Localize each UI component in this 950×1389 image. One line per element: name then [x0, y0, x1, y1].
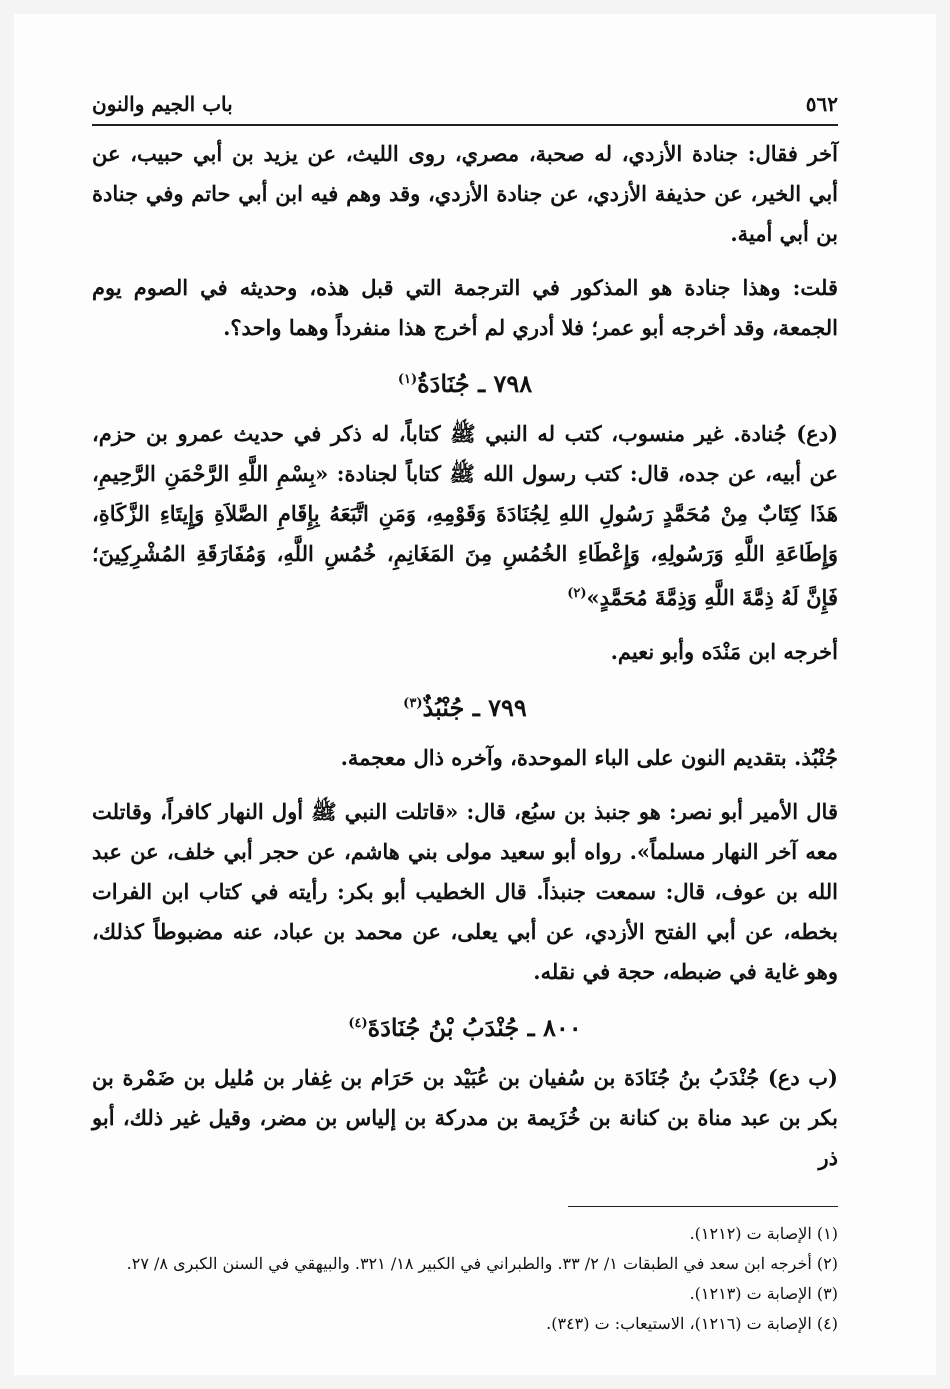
- footnote-divider: [568, 1206, 838, 1207]
- footnote-ref-4: (٤): [348, 1016, 368, 1031]
- entry-heading-800: [92, 1006, 838, 1046]
- footnotes: [92, 1219, 838, 1339]
- paragraph-2: قلت: وهذا جنادة هو المذكور في الترجمة التي قبل هذه، وحديثه في الصوم يوم الجمعة، وقد أخرجه أبو عمر؛ فلا أدري لم أخرج هذا منفرداً وهما واحد؟.: [92, 275, 838, 340]
- paragraph-4: أخرجه ابن مَنْدَه وأبو نعيم.: [610, 639, 838, 664]
- chapter-title: باب الجيم والنون: [92, 92, 233, 116]
- paragraph-5: جُنْبُذ. بتقديم النون على الباء الموحدة، وآخره ذال معجمة.: [340, 745, 838, 770]
- footnote-3: (٣) الإصابة ت (١٢١٣).: [689, 1284, 838, 1303]
- paragraph-3-text: (دع) جُنادة. غير منسوب، كتب له النبي ﷺ كتاباً، له ذكر في حديث عمرو بن حزم، عن أبيه، عن جده، قال: كتب رسول الله ﷺ كتاباً لجنادة: «بِسْمِ اللَّهِ الرَّحْمَنِ الرَّحِيمِ، هَذَا كِتَابٌ مِنْ مُحَمَّدٍ رَسُولِ اللهِ لِجُنَادَةَ وَقَوْمِهِ، وَمَنِ اتَّبَعَهُ بِإِقَامِ الصَّلاَةِ وَإِيتَاءِ الزَّكَاةِ، وَإِطَاعَةِ اللَّهِ وَرَسُولِهِ، وَإِعْطَاءِ الخُمُسِ مِنَ المَغَانِمِ، خُمُسِ اللَّهِ، وَمُفَارَقَةِ المُشْرِكِينَ؛ فَإِنَّ لَهُ ذِمَّةَ اللَّهِ وَذِمَّةَ مُحَمَّدٍ»: [92, 421, 838, 610]
- entry-heading-799-text: ٧٩٩ ـ جُنْبُذٌ: [422, 693, 527, 722]
- entry-heading-798: [92, 362, 838, 402]
- page-number: ٥٦٢: [805, 92, 838, 116]
- footnote-4: (٤) الإصابة ت (١٢١٦)، الاستيعاب: ت (٣٤٣).: [546, 1314, 838, 1333]
- entry-heading-799: [92, 686, 838, 726]
- page-content: [92, 86, 838, 1339]
- paragraph-3: [92, 414, 838, 618]
- footnote-2: (٢) أخرجه ابن سعد في الطبقات ١/ ٢/ ٣٣. والطبراني في الكبير ١٨/ ٣٢١. والبيهقي في السنن الكبرى ٨/ ٢٧.: [126, 1254, 838, 1273]
- paragraph-6: قال الأمير أبو نصر: هو جنبذ بن سبُع، قال: «قاتلت النبي ﷺ أول النهار كافراً، وقاتلت معه آخر النهار مسلماً». رواه أبو سعيد مولى بني هاشم، عن حجر أبي خلف، عن عبد الله بن عوف، قال: سمعت جنبذاً. قال الخطيب أبو بكر: رأيته في كتاب ابن الفرات بخطه، عن أبي الفتح الأزدي، عن أبي يعلى، عن محمد بن عباد، عنه مضبوطاً كذلك، وهو غاية في ضبطه، حجة في نقله.: [92, 799, 838, 984]
- paragraph-1: آخر فقال: جنادة الأزدي، له صحبة، مصري، روى الليث، عن يزيد بن أبي حبيب، عن أبي الخير، عن حذيفة الأزدي، عن جنادة الأزدي، وقد وهم فيه ابن أبي حاتم وفي جنادة بن أبي أمية.: [92, 141, 838, 246]
- footnote-ref-1: (١): [397, 372, 418, 387]
- footnote-ref-3: (٣): [403, 696, 423, 711]
- entry-heading-800-text: ٨٠٠ ـ جُنْدَبُ بْنُ جُنَادَةَ: [367, 1013, 582, 1042]
- entry-heading-798-text: ٧٩٨ ـ جُنَادَةُ: [417, 369, 533, 398]
- footnote-ref-2: (٢): [567, 586, 587, 601]
- paragraph-7: (ب دع) جُنْدَبُ بنُ جُنَادَة بن سُفيان بن عُبَيْد بن حَرَام بن غِفار بن مُليل بن ضَمْرة بن بكر بن عبد مناة بن كنانة بن خُزَيمة بن مدركة بن إلياس بن مضر، وقيل غير ذلك، أبو ذر: [92, 1065, 838, 1170]
- footnote-1: (١) الإصابة ت (١٢١٢).: [689, 1224, 838, 1243]
- running-header: [92, 86, 838, 126]
